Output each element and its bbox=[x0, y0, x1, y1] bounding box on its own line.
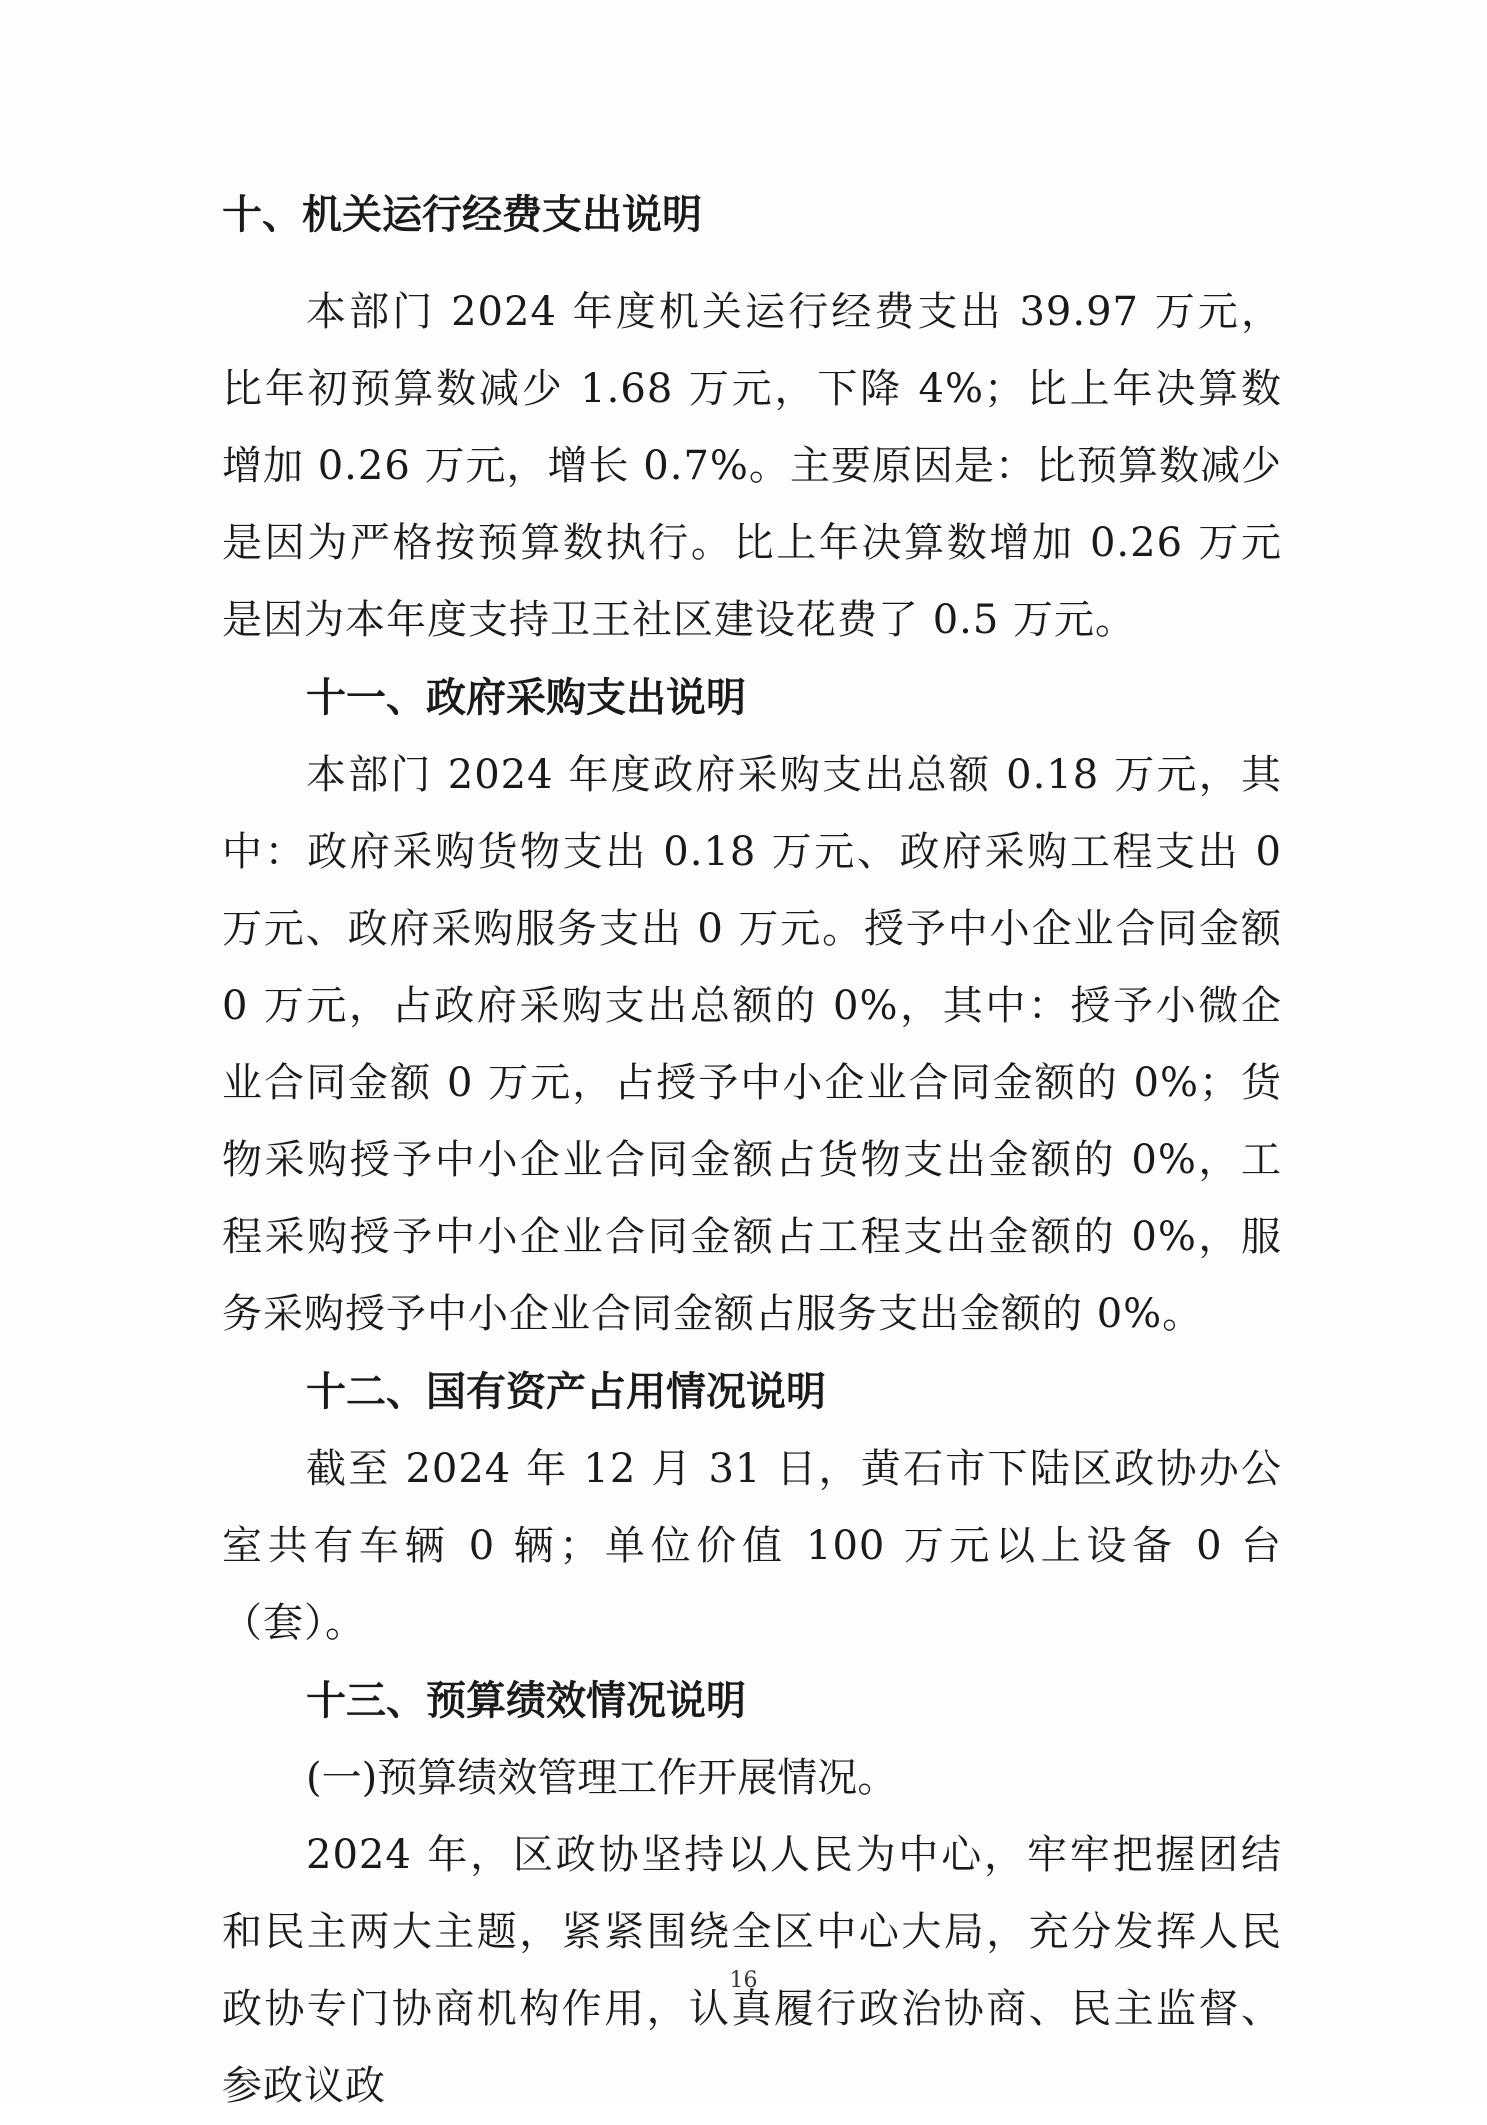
section-13-paragraph: 2024 年，区政协坚持以人民为中心，牢牢把握团结和民主两大主题，紧紧围绕全区中心大局，充分发挥人民政协专门协商机构作用，认真履行政治协商、民主监督、参政议政 bbox=[222, 1832, 1282, 2109]
page-number: 16 bbox=[729, 1968, 758, 1993]
section-10-heading: 十、机关运行经费支出说明 bbox=[222, 192, 702, 238]
section-10-paragraph: 本部门 2024 年度机关运行经费支出 39.97 万元，比年初预算数减少 1.68 万元，下降 4%；比上年决算数增加 0.26 万元，增长 0.7%。主要原因是：比预算数减少是因为严格按预算数执行。比上年决算数增加 0.26 万元是因为本年度支持卫王社区建设花费了 0.5 万元。 bbox=[222, 289, 1282, 643]
section-12-heading: 十二、国有资产占用情况说明 bbox=[306, 1369, 826, 1415]
section-13-subheading: (一)预算绩效管理工作开展情况。 bbox=[306, 1755, 898, 1801]
section-13-heading: 十三、预算绩效情况说明 bbox=[306, 1678, 746, 1724]
section-11-paragraph: 本部门 2024 年度政府采购支出总额 0.18 万元，其中：政府采购货物支出 0.18 万元、政府采购工程支出 0 万元、政府采购服务支出 0 万元。授予中小企业合同金额 0 万元，占政府采购支出总额的 0%，其中：授予小微企业合同金额 0 万元，占授予中小企业合同金额的 0%；货物采购授予中小企业合同金额占货物支出金额的 0%，工程采购授予中小企业合同金额占工程支出金额的 0%，服务采购授予中小企业合同金额占服务支出金额的 0%。 bbox=[222, 752, 1282, 1337]
section-11-heading: 十一、政府采购支出说明 bbox=[306, 675, 746, 721]
section-12-paragraph: 截至 2024 年 12 月 31 日，黄石市下陆区政协办公室共有车辆 0 辆；单位价值 100 万元以上设备 0 台（套）。 bbox=[222, 1446, 1282, 1646]
document-body bbox=[222, 180, 1282, 2125]
